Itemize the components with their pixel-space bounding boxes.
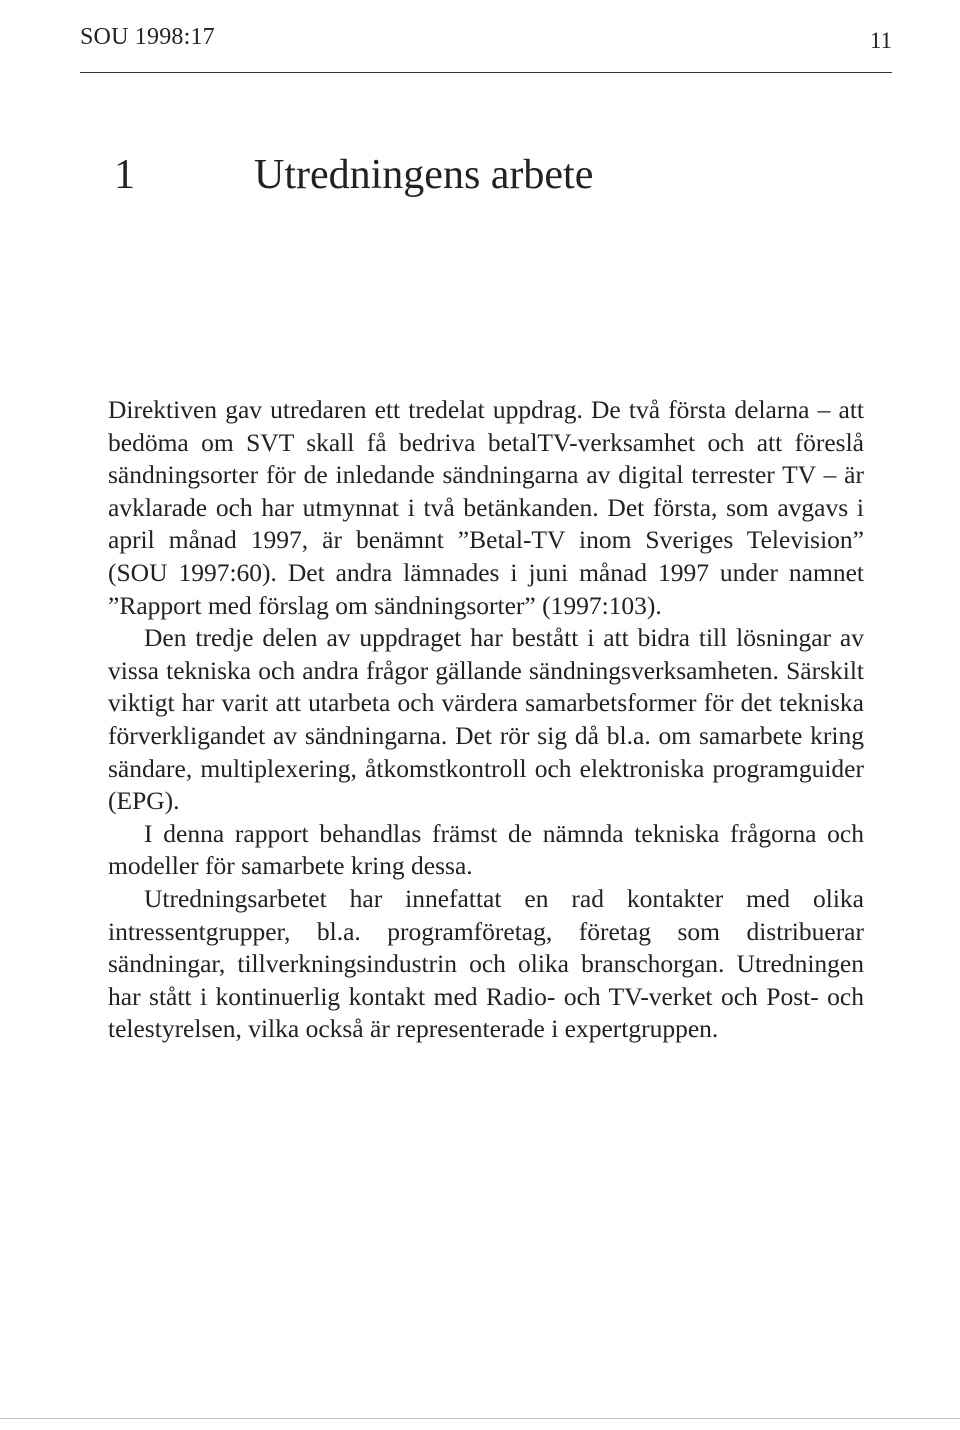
paragraph-2: Den tredje delen av uppdraget har bestått i att bidra till lösningar av vissa tekniska och andra frågor gällande sändningsverksamheten. Särskilt viktigt har varit att utarbeta och värdera samarbetsformer för det tekniska förverkligandet av sändningarna. Det rör sig då bl.a. om samarbete kring sändare, multiplexering, åtkomstkontroll och elektroniska programguider (EPG). [108, 623, 864, 816]
paragraph-4: Utredningsarbetet har innefattat en rad kontakter med olika intressentgrupper, bl.a. programföretag, företag som distribuerar sändningar, tillverkningsindustrin och olika branschorgan. Utredningen har stått i kontinuerlig kontakt med Radio- och TV-verket och Post- och telestyrelsen, vilka också är representerade i expertgruppen. [108, 883, 864, 1044]
paragraph-1: Direktiven gav utredaren ett tredelat uppdrag. De två första delarna – att bedöma om SVT skall få bedriva betalTV-verksamhet och att föreslå sändningsorter för de inledande sändningarna av digital terrester TV – är avklarade och har utmynnat i två betänkanden. Det första, som avgavs i april månad 1997, är benämnt ”Betal-TV inom Sveriges Television” (SOU 1997:60). Det andra lämnades i juni månad 1997 under namnet ”Rapport med förslag om sändningsorter” (1997:103). [108, 395, 864, 620]
document-reference: SOU 1998:17 [80, 24, 215, 50]
chapter-number: 1 [114, 152, 135, 198]
header-divider [80, 72, 892, 73]
chapter-title: Utredningens arbete [254, 152, 594, 198]
scan-edge-line [0, 1418, 960, 1419]
page-number: 11 [869, 28, 892, 53]
body-text [108, 394, 864, 1046]
page-header [80, 18, 892, 58]
paragraph-3: I denna rapport behandlas främst de nämnda tekniska frågorna och modeller för samarbete kring dessa. [108, 818, 864, 881]
chapter-heading [114, 154, 593, 196]
